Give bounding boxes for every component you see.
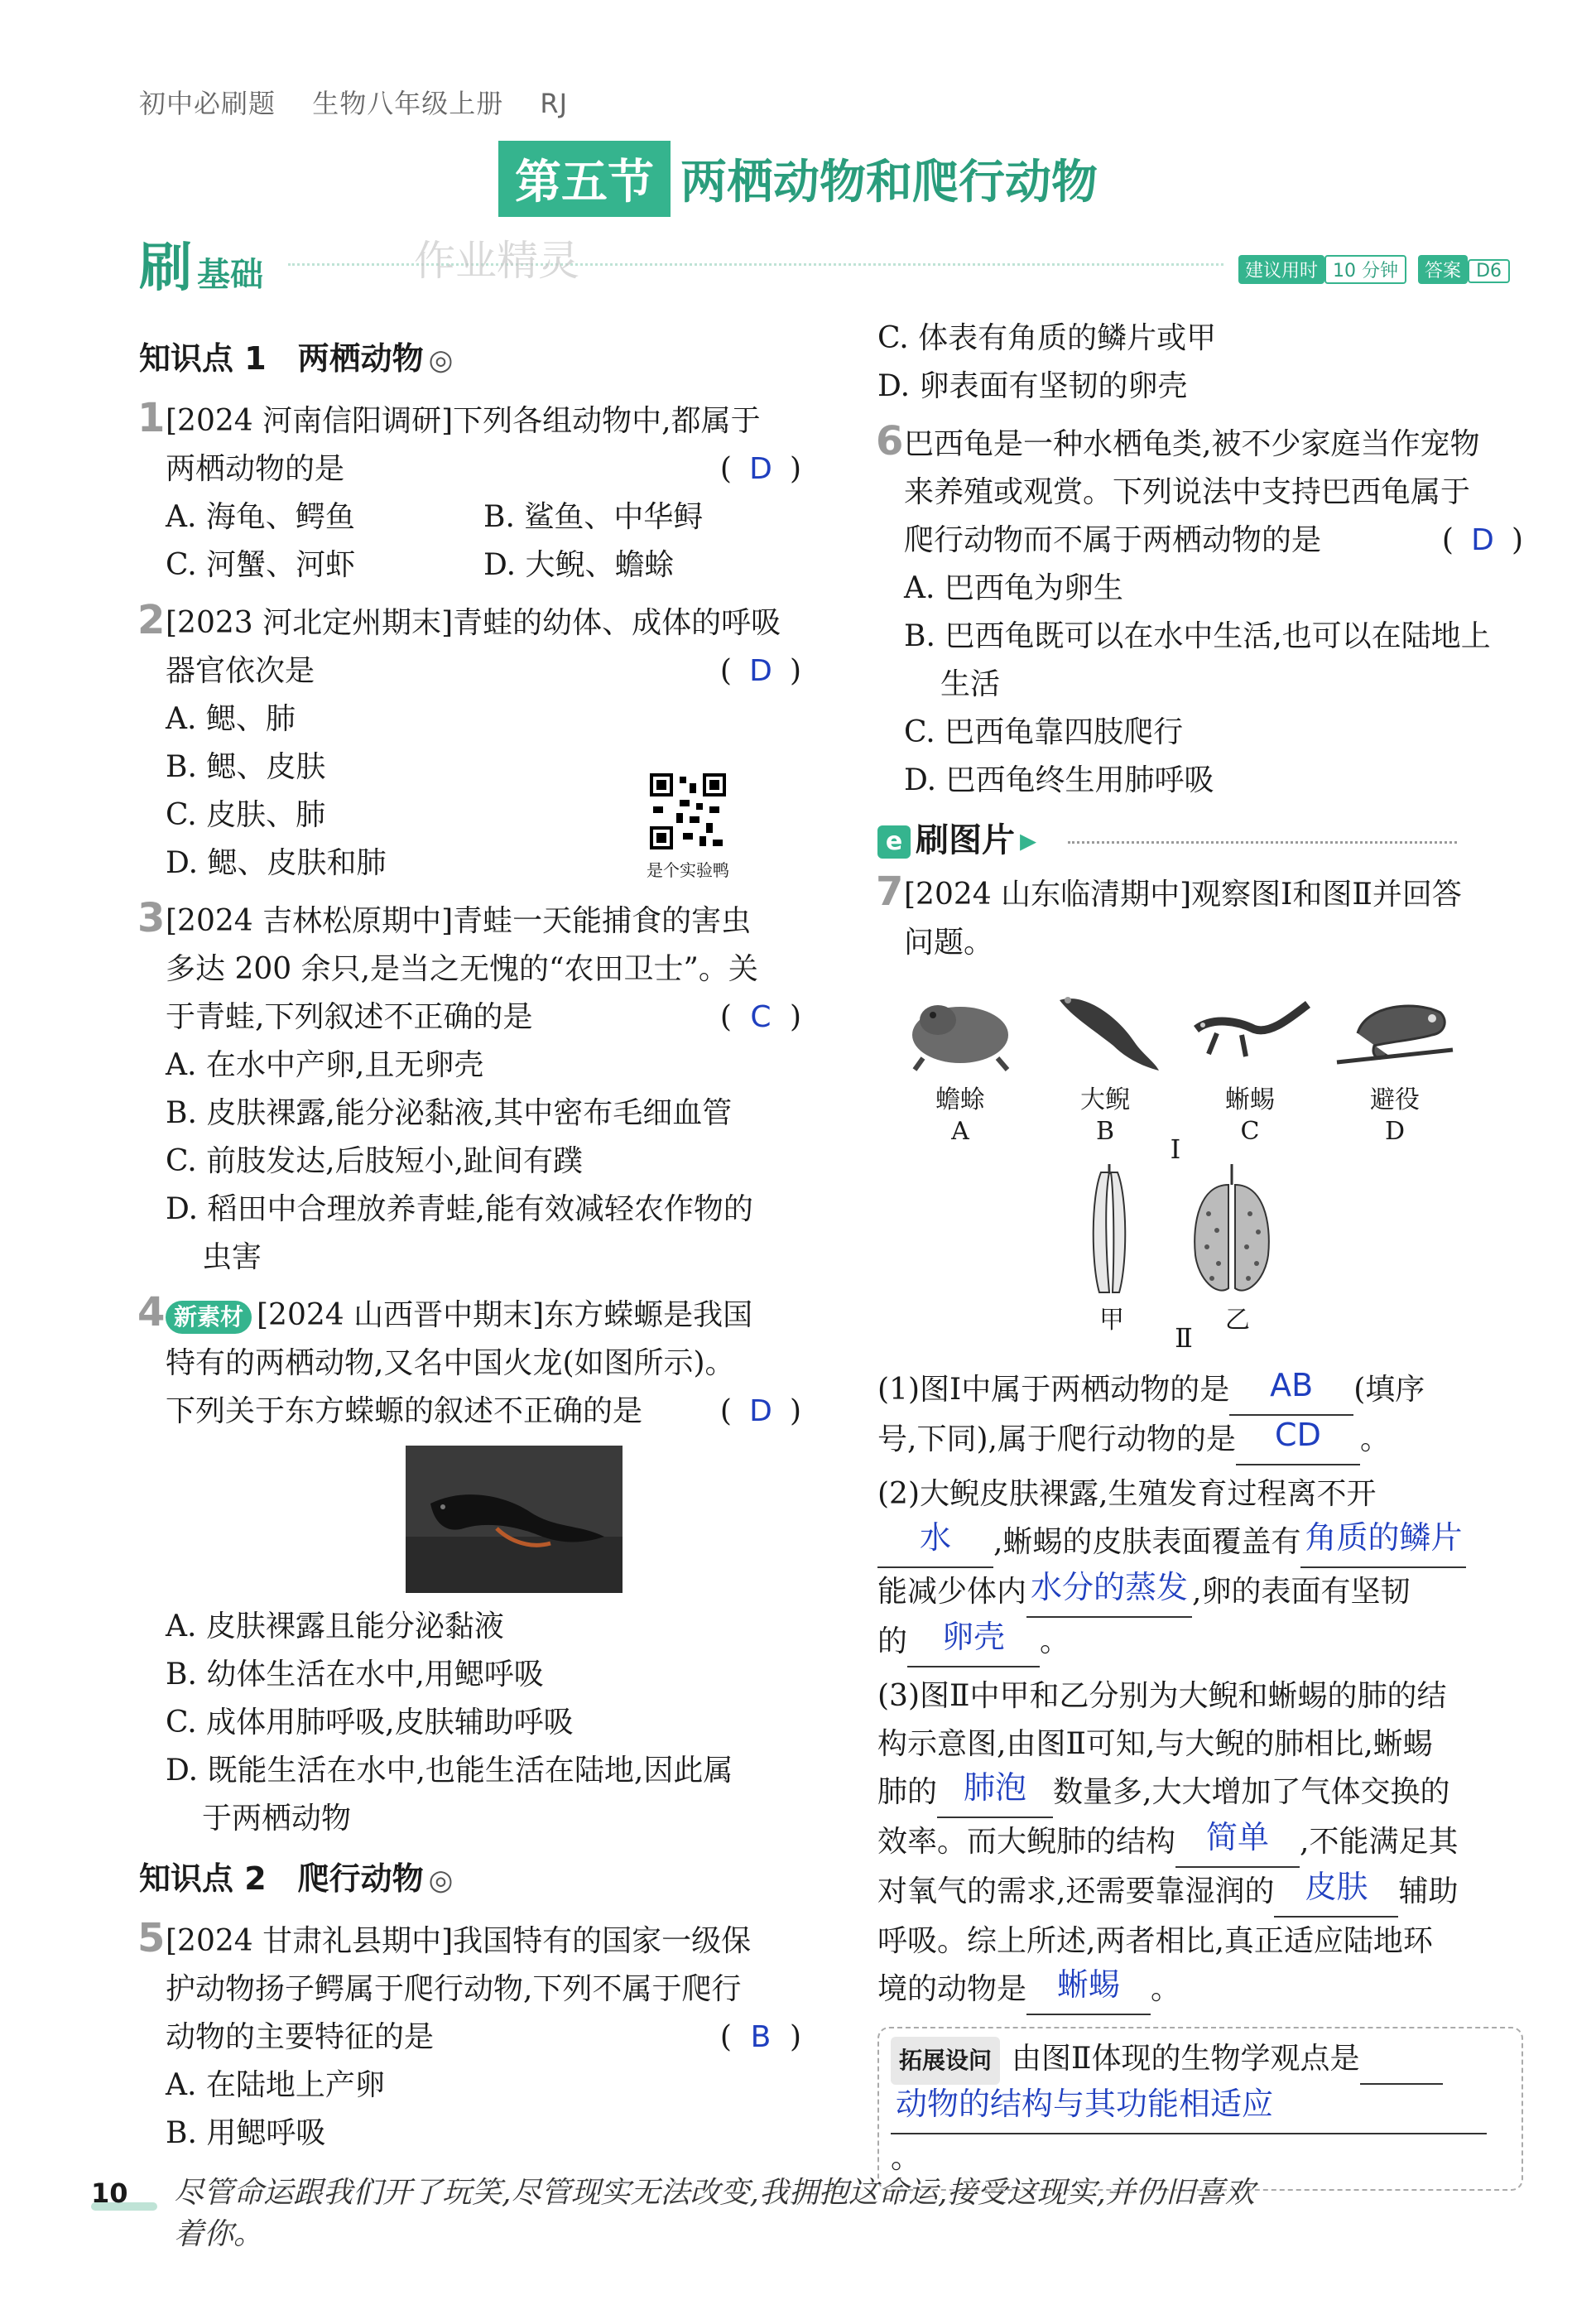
right-column bbox=[877, 315, 1523, 2191]
question-1 bbox=[139, 397, 801, 589]
question-stem: 巴西龟是一种水栖龟类,被不少家庭当作宠物 bbox=[904, 427, 1480, 461]
band-label-sub: 基础 bbox=[197, 256, 263, 294]
knowledge-point-2 bbox=[139, 1855, 801, 1904]
answer-blank bbox=[1236, 1416, 1360, 1465]
arrow-icon: ▸ bbox=[1020, 821, 1037, 859]
option-d: D. 卵表面有坚韧的卵壳 bbox=[877, 369, 1188, 403]
q7-text: 构示意图,由图Ⅱ可知,与大鲵的肺相比,蜥蜴 bbox=[877, 1727, 1433, 1761]
option-c: C. 前肢发达,后肢短小,趾间有蹼 bbox=[166, 1144, 584, 1178]
q7-text: (1)图Ⅰ中属于两栖动物的是 bbox=[877, 1373, 1230, 1407]
answer-bracket: ( B ) bbox=[720, 2014, 801, 2062]
question-source: [2023 河北定州期末] bbox=[166, 606, 454, 640]
animal-toad bbox=[894, 984, 1026, 1148]
q7-text: 呼吸。综上所述,两者相比,真正适应陆地环 bbox=[877, 1924, 1433, 1958]
option-a: A. 在水中产卵,且无卵壳 bbox=[166, 1048, 484, 1082]
chameleon-image bbox=[1333, 984, 1457, 1075]
option-c: C. 皮肤、肺 bbox=[166, 798, 326, 832]
figure-2-lungs bbox=[877, 1164, 1523, 1335]
handwritten-answer: 动物的结构与其功能相适应 bbox=[896, 2086, 1274, 2122]
answer-blank bbox=[1175, 1818, 1300, 1868]
q7-text: ,蜥蜴的皮肤表面覆盖有 bbox=[993, 1525, 1301, 1559]
question-stem: 青蛙一天能捕食的害虫 bbox=[453, 904, 752, 938]
option-c: C. 巴西龟靠四肢爬行 bbox=[904, 715, 1184, 749]
q7-text: ,不能满足其 bbox=[1300, 1825, 1459, 1859]
answer-blank bbox=[1229, 1366, 1353, 1416]
question-source: [2024 河南信阳调研] bbox=[166, 404, 454, 438]
time-label: 建议用时 bbox=[1238, 255, 1324, 284]
question-stem: 动物的主要特征的是 bbox=[166, 2020, 435, 2054]
animal-lizard bbox=[1184, 984, 1316, 1148]
left-column bbox=[139, 331, 801, 2158]
section-number: 第五节 bbox=[498, 141, 671, 217]
question-number: 3 bbox=[137, 895, 166, 941]
answer-label: 答案 bbox=[1418, 255, 1468, 284]
question-stem: 多达 200 余只,是当之无愧的“农田卫士”。关 bbox=[166, 952, 758, 986]
animal-letter: C bbox=[1240, 1117, 1260, 1146]
question-stem: 青蛙的幼体、成体的呼吸 bbox=[453, 606, 781, 640]
target-icon: ◎ bbox=[428, 344, 454, 377]
option-b: B. 幼体生活在水中,用鳃呼吸 bbox=[166, 1658, 544, 1691]
question-number: 4 bbox=[137, 1289, 166, 1335]
question-number: 7 bbox=[876, 869, 904, 915]
question-stem: 观察图Ⅰ和图Ⅱ并回答 bbox=[1191, 878, 1462, 912]
q7-text: 。 bbox=[1359, 1422, 1390, 1456]
question-number: 6 bbox=[876, 418, 904, 464]
option-c: C. 成体用肺呼吸,皮肤辅助呼吸 bbox=[166, 1706, 574, 1740]
answer-value: D bbox=[749, 1394, 772, 1428]
option-d-cont: 虫害 bbox=[202, 1240, 262, 1274]
toad-image bbox=[898, 984, 1022, 1075]
footer-line-1: 尽管命运跟我们开了玩笑,尽管现实无法改变,我拥抱这命运,接受这现实,并仍旧喜欢 bbox=[174, 2176, 1255, 2210]
question-6 bbox=[876, 418, 1523, 805]
q7-part-3 bbox=[877, 1672, 1523, 2015]
question-stem: 器官依次是 bbox=[166, 654, 315, 688]
q7-text: 效率。而大鲵肺的结构 bbox=[877, 1825, 1176, 1859]
option-a: A. 在陆地上产卵 bbox=[166, 2068, 385, 2102]
question-7 bbox=[877, 871, 1523, 967]
target-icon: ◎ bbox=[428, 1864, 454, 1897]
answer-bracket: ( D ) bbox=[720, 647, 801, 695]
question-3 bbox=[139, 897, 801, 1282]
q7-text: 辅助 bbox=[1398, 1874, 1459, 1908]
giant-salamander-image bbox=[1043, 984, 1167, 1075]
band-label bbox=[139, 225, 263, 301]
lung-label-b: 乙 bbox=[1225, 1306, 1250, 1335]
band-meta bbox=[1238, 255, 1521, 284]
question-stem: 东方蝾螈是我国 bbox=[544, 1298, 753, 1332]
q7-text: 号,下同),属于爬行动物的是 bbox=[877, 1422, 1236, 1456]
handwritten-answer: 卵壳 bbox=[942, 1619, 1006, 1655]
question-stem: 特有的两栖动物,又名中国火龙(如图所示)。 bbox=[166, 1346, 735, 1380]
option-d: D. 鳃、皮肤和肺 bbox=[166, 846, 387, 880]
handwritten-answer: 水 bbox=[919, 1519, 951, 1556]
page-title bbox=[0, 141, 1596, 217]
animal-letter: B bbox=[1095, 1117, 1115, 1146]
q7-text: 对氧气的需求,还需要靠湿润的 bbox=[877, 1874, 1275, 1908]
lizard-image bbox=[1188, 984, 1312, 1075]
animal-letter: A bbox=[951, 1117, 969, 1146]
handwritten-answer: 简单 bbox=[1206, 1819, 1270, 1855]
option-c: C. 体表有角质的鳞片或甲 bbox=[877, 321, 1217, 355]
question-stem: 下列关于东方蝾螈的叙述不正确的是 bbox=[166, 1394, 643, 1428]
animal-name: 避役 bbox=[1370, 1085, 1420, 1114]
question-stem: 下列各组动物中,都属于 bbox=[453, 404, 761, 438]
figure-1-animals bbox=[877, 984, 1523, 1149]
qr-code-icon bbox=[647, 770, 729, 853]
answer-value: C bbox=[750, 1000, 772, 1034]
section-title: 两栖动物和爬行动物 bbox=[680, 155, 1098, 209]
option-b: B. 鲨鱼、中华鲟 bbox=[483, 500, 704, 534]
q7-text: (填序 bbox=[1353, 1373, 1425, 1407]
answer-value: B bbox=[750, 2020, 772, 2054]
animal-chameleon bbox=[1329, 984, 1461, 1148]
handwritten-answer: 皮肤 bbox=[1305, 1869, 1368, 1905]
answer-value: D bbox=[749, 452, 772, 486]
extension-tag: 拓展设问 bbox=[891, 2037, 1000, 2085]
question-number: 5 bbox=[137, 1915, 166, 1961]
question-stem: 两栖动物的是 bbox=[166, 452, 345, 486]
q7-part-2 bbox=[877, 1470, 1523, 1667]
answer-blank bbox=[1360, 2035, 1443, 2085]
question-source: [2024 甘肃礼县期中] bbox=[166, 1924, 454, 1958]
page-number: 10 bbox=[91, 2177, 128, 2209]
animal-letter: D bbox=[1384, 1117, 1406, 1146]
answer-bracket: ( D ) bbox=[1442, 517, 1523, 565]
handwritten-answer: AB bbox=[1270, 1367, 1314, 1403]
q7-text: 。 bbox=[1040, 1624, 1070, 1658]
extension-text: 。 bbox=[891, 2141, 921, 2175]
footer-line-2: 着你。 bbox=[174, 2217, 264, 2251]
animal-name: 大鲵 bbox=[1080, 1085, 1130, 1114]
option-c: C. 河蟹、河虾 bbox=[166, 548, 356, 582]
q7-part-1 bbox=[877, 1366, 1523, 1465]
handwritten-answer: 肺泡 bbox=[964, 1769, 1027, 1806]
q7-text: 境的动物是 bbox=[877, 1972, 1027, 2006]
answer-blank bbox=[1026, 1966, 1151, 2015]
animal-name: 蟾蜍 bbox=[935, 1085, 985, 1114]
band-label-main: 刷 bbox=[139, 238, 192, 299]
q7-text: 能减少体内 bbox=[877, 1575, 1027, 1609]
question-stem: 护动物扬子鳄属于爬行动物,下列不属于爬行 bbox=[166, 1972, 742, 2006]
question-stem: 爬行动物而不属于两栖动物的是 bbox=[904, 523, 1322, 557]
handwritten-answer: 水分的蒸发 bbox=[1031, 1569, 1189, 1605]
picture-badge-icon: e bbox=[877, 825, 911, 859]
option-b: B. 巴西龟既可以在水中生活,也可以在陆地上 bbox=[904, 619, 1491, 653]
question-source: [2024 山东临清期中] bbox=[904, 878, 1192, 912]
option-a: A. 鳃、肺 bbox=[166, 702, 296, 736]
subject: 生物八年级上册 bbox=[312, 88, 504, 119]
q7-text: 肺的 bbox=[877, 1775, 938, 1809]
question-number: 2 bbox=[137, 597, 166, 643]
q7-text: 的 bbox=[877, 1624, 908, 1658]
question-number: 1 bbox=[137, 395, 166, 441]
handwritten-answer: 角质的鳞片 bbox=[1305, 1519, 1463, 1556]
handwritten-answer: 蜥蜴 bbox=[1057, 1966, 1121, 2003]
answer-blank bbox=[891, 2085, 1487, 2134]
answer-blank bbox=[1026, 1568, 1192, 1618]
option-d: D. 既能生活在水中,也能生活在陆地,因此属 bbox=[166, 1754, 733, 1788]
answer-blank bbox=[1300, 1518, 1466, 1568]
time-value: 10 分钟 bbox=[1324, 255, 1406, 284]
extension-question bbox=[877, 2027, 1523, 2191]
qr-caption: 是个实验鸭 bbox=[647, 860, 729, 880]
answer-blank bbox=[937, 1768, 1053, 1818]
question-5 bbox=[137, 1915, 801, 2158]
book-header bbox=[139, 83, 568, 121]
question-stem: 我国特有的国家一级保 bbox=[453, 1924, 752, 1958]
q7-text: (2)大鲵皮肤裸露,生殖发育过程离不开 bbox=[877, 1477, 1377, 1511]
question-stem: 于青蛙,下列叙述不正确的是 bbox=[166, 1000, 533, 1034]
handwritten-answer: CD bbox=[1275, 1417, 1321, 1453]
answer-blank bbox=[877, 1518, 993, 1568]
q7-text: (3)图Ⅱ中甲和乙分别为大鲵和蜥蜴的肺的结 bbox=[877, 1679, 1447, 1713]
option-d: D. 大鲵、蟾蜍 bbox=[483, 548, 675, 582]
answer-value: D bbox=[749, 654, 772, 688]
answer-blank bbox=[1274, 1868, 1398, 1918]
edition: RJ bbox=[540, 88, 569, 119]
lizard-lung-image bbox=[1184, 1164, 1283, 1305]
qr-code[interactable] bbox=[642, 770, 734, 880]
figure-2-label: Ⅱ bbox=[1175, 1322, 1193, 1354]
question-stem: 问题。 bbox=[904, 926, 994, 960]
option-a: A. 巴西龟为卵生 bbox=[904, 571, 1123, 605]
figure-1-label: Ⅰ bbox=[1170, 1133, 1181, 1165]
option-a: A. 皮肤裸露且能分泌黏液 bbox=[166, 1610, 504, 1643]
book-name: 初中必刷题 bbox=[139, 88, 276, 119]
question-stem: 来养殖或观赏。下列说法中支持巴西龟属于 bbox=[904, 475, 1471, 509]
knowledge-point-2-label: 知识点 2 爬行动物 bbox=[139, 1860, 424, 1897]
picture-section-label: 刷图片 bbox=[916, 821, 1015, 859]
option-b-cont: 生活 bbox=[940, 667, 1001, 701]
extension-text: 由图Ⅱ体现的生物学观点是 bbox=[1012, 2042, 1360, 2076]
question-source: [2024 吉林松原期中] bbox=[166, 904, 454, 938]
q7-text: 。 bbox=[1151, 1972, 1181, 2006]
option-d-cont: 于两栖动物 bbox=[202, 1802, 352, 1836]
basic-practice-band bbox=[139, 225, 1521, 299]
option-d: D. 稻田中合理放养青蛙,能有效减轻农作物的 bbox=[166, 1192, 753, 1226]
answer-bracket: ( D ) bbox=[720, 1388, 801, 1436]
watermark: 作业精灵 bbox=[414, 237, 579, 285]
option-b: B. 用鳃呼吸 bbox=[166, 2116, 326, 2150]
option-b: B. 皮肤裸露,能分泌黏液,其中密布毛细血管 bbox=[166, 1096, 733, 1130]
footer-quote bbox=[91, 2173, 1531, 2255]
answer-bracket: ( D ) bbox=[720, 445, 801, 493]
question-source: [2024 山西晋中期末] bbox=[257, 1298, 545, 1332]
knowledge-point-1-label: 知识点 1 两栖动物 bbox=[139, 340, 424, 377]
option-b: B. 鳃、皮肤 bbox=[166, 750, 326, 784]
option-a: A. 海龟、鳄鱼 bbox=[166, 500, 355, 534]
option-d: D. 巴西龟终生用肺呼吸 bbox=[904, 763, 1214, 797]
answer-value: D bbox=[1471, 523, 1494, 557]
answer-bracket: ( C ) bbox=[720, 994, 801, 1042]
q7-text: 数量多,大大增加了气体交换的 bbox=[1053, 1775, 1450, 1809]
picture-section-header bbox=[877, 816, 1523, 864]
giant-salamander-lung-image bbox=[1084, 1164, 1134, 1305]
new-material-badge: 新素材 bbox=[166, 1301, 252, 1334]
header-dots bbox=[1068, 841, 1457, 844]
knowledge-point-1 bbox=[139, 334, 801, 384]
answer-page: D6 bbox=[1468, 259, 1510, 283]
animal-giant-salamander bbox=[1039, 984, 1171, 1148]
salamander-photo bbox=[406, 1446, 623, 1593]
answer-blank bbox=[907, 1618, 1040, 1667]
q7-text: ,卵的表面有坚韧 bbox=[1192, 1575, 1411, 1609]
animal-name: 蜥蜴 bbox=[1225, 1085, 1275, 1114]
lung-label-a: 甲 bbox=[1099, 1306, 1124, 1335]
question-4 bbox=[137, 1289, 801, 1843]
